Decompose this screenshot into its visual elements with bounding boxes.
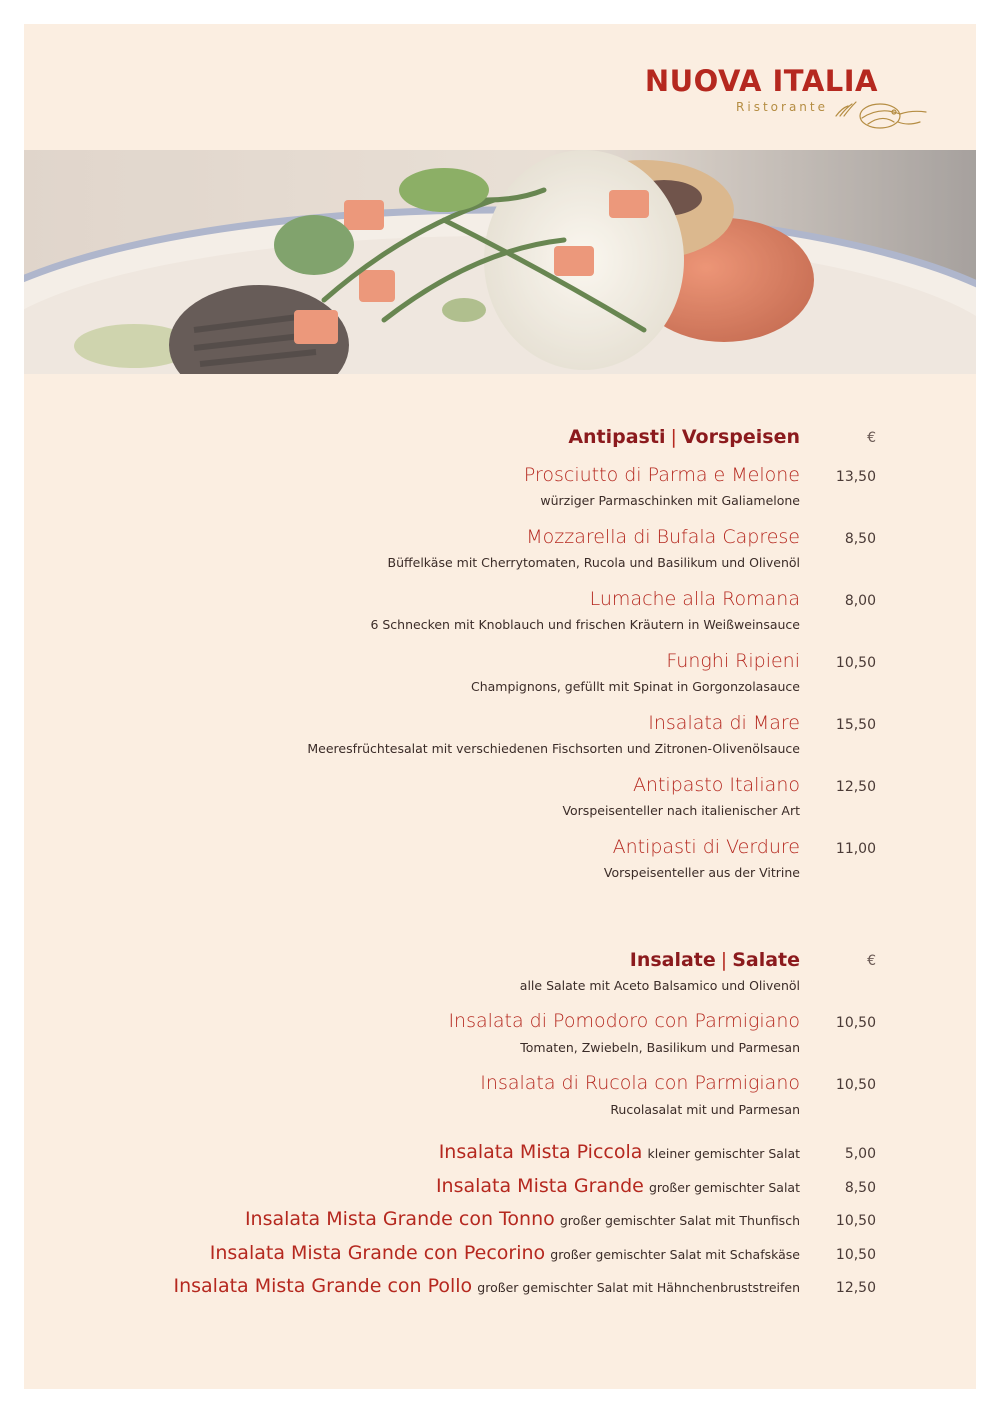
inline-dish [436,1175,800,1197]
insalate-note: alle Salate mit Aceto Balsamico und Olivenöl [519,978,800,993]
dish-name: Insalata Mista Grande con Pollo [173,1275,473,1297]
dish-price: 12,50 [835,779,876,795]
dish-description: Tomaten, Zwiebeln, Basilikum und Parmesan [520,1040,800,1055]
dish-name: Insalata Mista Grande [435,1175,644,1197]
insalate-heading: Insalate | Salate [629,949,800,971]
dish-description: würziger Parmaschinken mit Galiamelone [540,493,800,508]
dish-name: Antipasto Italiano [632,774,800,796]
insalate-currency: € [867,953,876,969]
dish-price: 10,50 [835,1213,876,1229]
dish-name: Insalata di Mare [648,712,800,734]
inline-dish [210,1242,800,1264]
dish-description: großer gemischter Salat [648,1180,800,1195]
dish-price: 10,50 [835,1247,876,1263]
dish-description: Meeresfrüchtesalat mit verschiedenen Fischsorten und Zitronen-Olivenölsauce [307,741,800,756]
dish-description: kleiner gemischter Salat [647,1146,800,1161]
inline-dish [245,1208,800,1230]
dish-name: Insalata di Pomodoro con Parmigiano [448,1010,800,1032]
menu-page [24,24,976,1389]
dish-price: 8,50 [844,1180,876,1196]
dish-name: Insalata Mista Piccola [438,1141,643,1163]
dish-description: großer gemischter Salat mit Hähnchenbruststreifen [477,1280,800,1295]
dish-description: großer gemischter Salat mit Thunfisch [559,1213,800,1228]
brand-name: NUOVA ITALIA [644,64,878,98]
dish-description: großer gemischter Salat mit Schafskäse [550,1247,800,1262]
dish-price: 8,50 [844,531,876,547]
dish-name: Insalata di Rucola con Parmigiano [480,1072,800,1094]
restaurant-logo [618,64,878,154]
brand-subtitle: Ristorante [736,100,828,114]
antipasti-heading: Antipasti | Vorspeisen [568,426,800,448]
dish-description: Vorspeisenteller nach italienischer Art [562,803,800,818]
dish-price: 12,50 [835,1280,876,1296]
dish-price: 10,50 [835,1015,876,1031]
antipasti-currency: € [867,430,876,446]
dish-name: Funghi Ripieni [666,650,800,672]
dish-price: 8,00 [844,593,876,609]
dish-description: Rucolasalat mit und Parmesan [610,1102,800,1117]
dish-price: 13,50 [835,469,876,485]
dish-name: Lumache alla Romana [589,588,800,610]
dish-description: Büffelkäse mit Cherrytomaten, Rucola und Basilikum und Olivenöl [387,555,800,570]
dish-description: Champignons, gefüllt mit Spinat in Gorgonzolasauce [471,679,800,694]
dish-name: Prosciutto di Parma e Melone [523,464,800,486]
dish-name: Insalata Mista Grande con Tonno [244,1208,555,1230]
photo-tint-overlay [24,150,976,374]
dish-price: 15,50 [835,717,876,733]
dish-name: Antipasti di Verdure [612,836,800,858]
dish-name: Mozzarella di Bufala Caprese [526,526,800,548]
inline-dish [439,1141,800,1163]
dish-price: 10,50 [835,655,876,671]
hero-food-photo [24,150,976,374]
dish-price: 5,00 [844,1146,876,1162]
inline-dish [173,1275,800,1297]
dish-description: 6 Schnecken mit Knoblauch und frischen Kräutern in Weißweinsauce [370,617,800,632]
dish-price: 10,50 [835,1077,876,1093]
dish-name: Insalata Mista Grande con Pecorino [209,1242,546,1264]
dish-description: Vorspeisenteller aus der Vitrine [603,865,800,880]
dish-price: 11,00 [835,841,876,857]
fish-logo-icon [832,92,928,132]
